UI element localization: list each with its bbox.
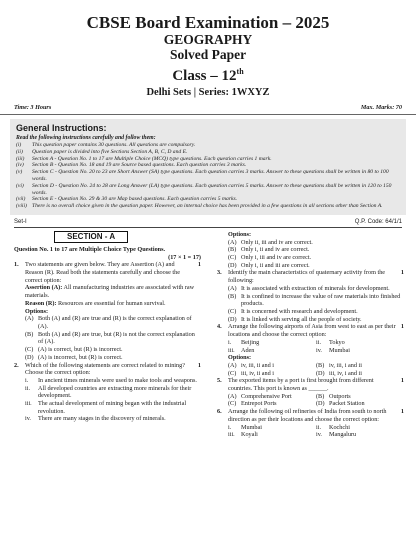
reason: Reason (R): Resources are essential for human survival.: [25, 299, 166, 307]
time-label: Time: 3 Hours: [14, 104, 52, 111]
max-marks-label: Max. Marks: 70: [360, 104, 402, 111]
instruction-item: (i) This question paper contains 30 questions. All questions are compulsory.: [16, 142, 196, 148]
question-2: 2. Which of the following statements are correct related to mining? Choose the correct option: 1: [14, 361, 201, 377]
option-item: (A) Both (A) and (R) are true and (R) is the correct explanation of (A).: [25, 315, 192, 330]
set-row: [14, 218, 402, 228]
right-column: [209, 229, 404, 439]
instruction-item: (viii) There is no overall choice given in the question paper. However, an internal choice has been provided in a few questions in all sections other than Section A.: [16, 203, 383, 210]
option-item: (D) (A) is incorrect, but (R) is correct.: [25, 353, 123, 361]
instruction-item: (iv) Section B - Question No. 18 and 19 are Source based questions. Each question carries 3 marks.: [16, 162, 247, 169]
question-5: 5. The exported items by a port is first brought from different countries. This port is known as ______. 1: [217, 377, 404, 393]
left-column: [14, 229, 209, 439]
class-line: Class – 12th: [172, 67, 244, 84]
questions-heading: Question No. 1 to 17 are Multiple Choice Type Questions.: [14, 245, 166, 253]
option-item: (B) Both (A) and (R) are true, but (R) is not the correct explanation of (A).: [25, 330, 195, 346]
instruction-item: (v) Section C - Question No. 20 to 23 are Short Answer (SA) type questions. Each question carries 3 marks. Answer to these questions shall be written in 80 to 100 words.: [16, 169, 389, 182]
exam-title: CBSE Board Examination – 2025: [86, 13, 330, 32]
paper-type: Solved Paper: [169, 47, 247, 62]
instruction-item: (vii) Section E - Question No. 29 & 30 are Map based questions. Each question carries 5 marks.: [16, 196, 238, 203]
subject-title: GEOGRAPHY: [163, 32, 253, 47]
options-label: Options:: [228, 230, 252, 238]
option-item: (B) It is confined to increase the value of raw materials into finished products.: [228, 292, 401, 308]
item-row: i. Beijing ii. Tokyo: [228, 338, 345, 346]
options-label: Options:: [228, 354, 252, 362]
option-item: (D) It is linked with serving all the people of society.: [228, 315, 362, 323]
option-item: (A) Only ii, iii and iv are correct.: [228, 238, 313, 246]
statement-item: i. In ancient times minerals were used to make tools and weapons.: [25, 376, 197, 384]
instructions-list: [16, 142, 400, 210]
statement-item: iv. There are many stages in the discovery of minerals.: [25, 415, 166, 423]
item-row: i. Mumbai ii. Kochchi: [228, 423, 350, 431]
option-row: (A) iv, iii, ii and i (B) iv, iii, i and ii: [228, 361, 362, 369]
option-item: (D) Only i, ii and iii are correct.: [228, 261, 310, 269]
item-row: iii. Koyali iv. Mangaluru: [228, 431, 357, 439]
sets-line: Delhi Sets | Series: 1WXYZ: [146, 87, 270, 98]
instruction-item: (vi) Section D - Question No. 24 to 28 are Long Answer (LA) type questions. Each question carries 5 marks. Answer to these questions shall be written in 120 to 150 words.: [16, 182, 392, 196]
statement-item: ii. All developed countries are extracting more minerals for their development.: [25, 384, 192, 400]
option-row: (C) Entrepot Ports (D) Packet Station: [228, 400, 365, 408]
instruction-item: (ii) Question paper is divided into five Sections Section A, B, C, D and E.: [16, 148, 188, 155]
option-item: (A) It is associated with extraction of minerals for development.: [228, 284, 390, 292]
option-item: (B) Only i, ii and iv are correct.: [228, 246, 310, 254]
page-header: [0, 0, 416, 99]
option-row: (C) iii, iv, ii and i (D) iii, iv, i and ii: [228, 369, 362, 377]
set-label: Set-I: [14, 218, 27, 225]
time-marks-row: [0, 103, 416, 115]
instruction-item: (iii) Section A - Question No. 1 to 17 are Multiple Choice (MCQ) type questions. Each question carries 1 mark.: [16, 155, 272, 162]
question-1: 1. Two statements are given below. They are Assertion (A) and Reason (R). Read both the statements carefully and choose the correct option: 1: [14, 261, 201, 284]
qp-code: Q.P. Code: 64/1/1: [354, 218, 402, 225]
statement-item: iii. The actual development of mining began with the industrial revolution.: [25, 400, 187, 415]
question-columns: [0, 229, 416, 439]
assertion: Assertion (A): All manufacturing industries are associated with raw materials.: [25, 284, 195, 300]
section-marks: (17 × 1 = 17): [168, 253, 201, 261]
item-row: iii. Aden iv. Mumbai: [228, 346, 350, 354]
section-a-heading: SECTION - A: [54, 231, 128, 243]
question-3: 3. Identify the main characteristics of quaternary activity from the following: 1: [217, 269, 404, 285]
option-row: (A) Comprehensive Port (B) Outports: [228, 392, 351, 400]
option-item: (C) It is concerned with research and development.: [228, 308, 358, 315]
question-4: 4. Arrange the following airports of Asia from west to east as per their locations and choose the correct option: 1: [217, 323, 404, 339]
question-6: 6. Arrange the following oil refineries of India from south to north direction as per their locations and choose the correct option: 1: [217, 408, 404, 423]
general-instructions: [10, 119, 406, 215]
instructions-heading: General Instructions:: [16, 123, 107, 133]
instructions-intro: Read the following instructions carefully and follow them:: [16, 135, 156, 141]
option-item: (C) Only i, iii and iv are correct.: [228, 254, 312, 262]
options-label: Options:: [25, 307, 49, 315]
option-item: (C) (A) is correct, but (R) is incorrect.: [25, 346, 123, 354]
